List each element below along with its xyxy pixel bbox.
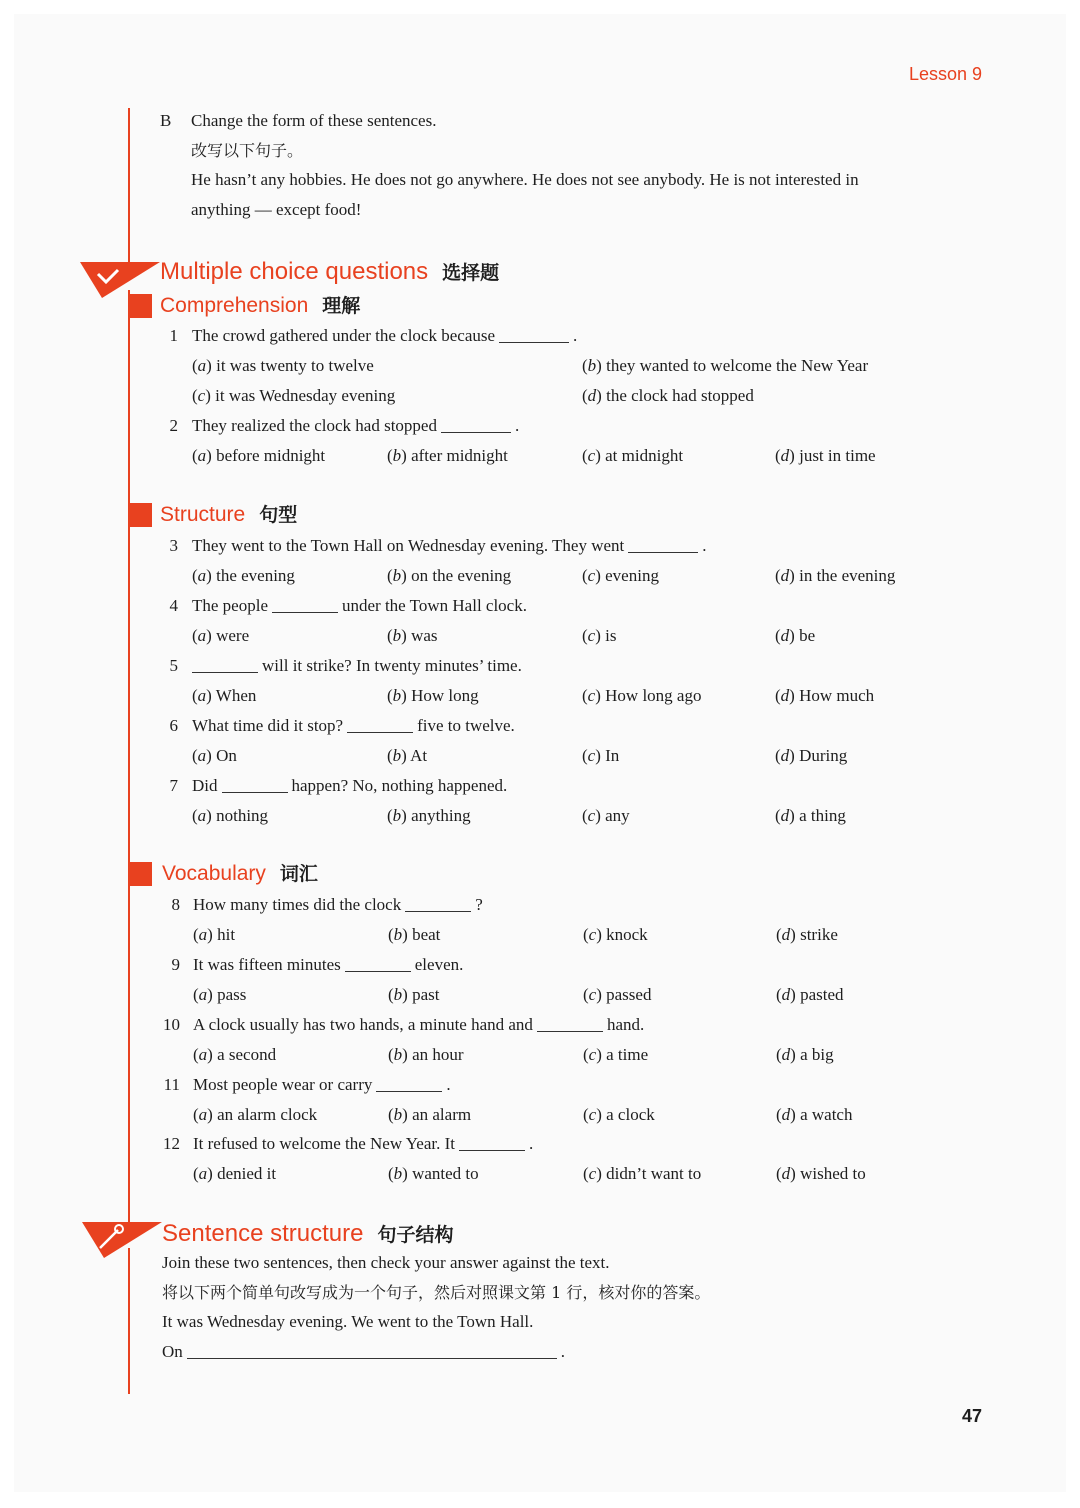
option-a: (a) were [192,626,250,645]
option-c: (c) In [582,746,620,765]
option-d: (d) pasted [776,985,844,1004]
question-number: 3 [169,536,178,555]
mcq-heading [160,257,499,288]
question-10-options [0,1044,1080,1066]
option-c: (c) passed [583,985,652,1004]
structure-heading [160,502,297,528]
question-10 [0,1014,1080,1036]
question-number: 10 [163,1015,180,1034]
question-number: 5 [169,656,178,675]
option-b: (b) an alarm [388,1105,472,1124]
option-b: (b) anything [387,806,471,825]
structure-title: Structure [160,503,246,526]
answer-blank [376,1091,442,1092]
option-b: (b) beat [388,925,441,944]
question-number: 1 [169,326,178,345]
option-d: (d) strike [776,925,838,944]
question-8 [0,894,1080,916]
question-1-options-row1 [0,355,1080,377]
option-c: (c) How long ago [582,686,702,705]
option-a: (a) On [192,746,237,765]
vocabulary-title-cn: 词汇 [279,863,318,885]
wrench-badge-icon [82,1220,162,1260]
answer-blank [628,552,698,553]
part-b-text-line2: anything — except food! [191,200,362,219]
sentence-structure-instruction: Join these two sentences, then check your answer against the text. [162,1253,610,1272]
question-number: 7 [169,776,178,795]
option-c: (c) didn’t want to [583,1164,702,1183]
option-a: (a) nothing [192,806,269,825]
part-b-instruction-cn: 改写以下句子。 [191,141,304,160]
question-2 [0,415,1080,437]
sentence-structure-title: Sentence structure [162,1220,364,1247]
option-b: (b) wanted to [388,1164,479,1183]
sentence-structure-heading [162,1219,453,1250]
option-d: (d) just in time [775,446,876,465]
option-d: (d) wished to [776,1164,866,1183]
question-1-options-row2 [0,385,1080,407]
comprehension-title-cn: 理解 [322,295,361,317]
question-11 [0,1074,1080,1096]
option-c: (c) at midnight [582,446,684,465]
mcq-title-cn: 选择题 [442,262,500,284]
question-stem: The people under the Town Hall clock. [192,596,527,615]
answer-prefix: On [162,1342,183,1361]
part-b-text-line1: He hasn’t any hobbies. He does not go anywhere. He does not see anybody. He is not interested in [191,170,859,189]
option-c: (c) evening [582,566,659,585]
option-a: (a) an alarm clock [193,1105,318,1124]
question-stem: A clock usually has two hands, a minute hand and hand. [193,1015,645,1034]
option-b: (b) after midnight [387,446,508,465]
question-stem: It refused to welcome the New Year. It . [193,1134,534,1153]
question-number: 9 [171,955,180,974]
question-stem: What time did it stop? five to twelve. [192,716,515,735]
question-3-options [0,565,1080,587]
question-6-options [0,745,1080,767]
option-d: (d) the clock had stopped [582,386,754,405]
option-a: (a) the evening [192,566,295,585]
question-9 [0,954,1080,976]
mcq-title: Multiple choice questions [160,258,429,285]
option-b: (b) At [387,746,428,765]
question-number: 11 [163,1075,180,1094]
option-d: (d) During [775,746,848,765]
option-d: (d) a big [776,1045,834,1064]
question-1 [0,325,1080,347]
answer-blank [345,971,411,972]
sentence-structure-instruction-cn: 将以下两个简单句改写成为一个句子，然后对照课文第 1 行，核对你的答案。 [162,1283,711,1302]
vocabulary-title: Vocabulary [162,862,266,885]
stem-text: The crowd gathered under the clock because [192,326,496,345]
option-c: (c) a clock [583,1105,655,1124]
option-a: (a) When [192,686,257,705]
stem-end: . [573,326,578,345]
answer-blank [441,432,511,433]
option-b: (b) an hour [388,1045,464,1064]
question-number: 4 [169,596,178,615]
question-stem: How many times did the clock ? [193,895,483,914]
answer-blank [272,612,338,613]
question-number: 8 [171,895,180,914]
page-number: 47 [962,1406,983,1426]
structure-title-cn: 句型 [259,504,298,526]
option-a: (a) it was twenty to twelve [192,356,374,375]
answer-blank [537,1031,603,1032]
answer-blank [459,1150,525,1151]
option-a: (a) a second [193,1045,277,1064]
question-stem: They realized the clock had stopped . [192,416,520,435]
vocabulary-bar [130,862,152,886]
option-b: (b) they wanted to welcome the New Year [582,356,869,375]
margin-rule-top [128,108,130,268]
option-c: (c) it was Wednesday evening [192,386,396,405]
sentence-structure-sentences: It was Wednesday evening. We went to the Town Hall. [162,1312,534,1331]
question-8-options [0,924,1080,946]
question-stem: Most people wear or carry . [193,1075,451,1094]
question-stem: It was fifteen minutes eleven. [193,955,464,974]
question-4-options [0,625,1080,647]
question-12 [0,1133,1080,1155]
answer-blank [347,732,413,733]
answer-blank [499,342,569,343]
option-d: (d) be [775,626,816,645]
question-11-options [0,1104,1080,1126]
question-stem: Did happen? No, nothing happened. [192,776,508,795]
option-c: (c) is [582,626,617,645]
question-5 [0,655,1080,677]
option-a: (a) denied it [193,1164,277,1183]
part-b-instruction: Change the form of these sentences. [191,111,437,130]
margin-rule-bottom [128,1248,130,1394]
question-7-options [0,805,1080,827]
question-2-options [0,445,1080,467]
comprehension-title: Comprehension [160,294,309,317]
question-stem [192,325,577,347]
option-a: (a) before midnight [192,446,326,465]
question-number: 12 [163,1134,180,1153]
question-stem: will it strike? In twenty minutes’ time. [192,655,522,677]
structure-bar [130,503,152,527]
option-b: (b) on the evening [387,566,512,585]
part-b-letter: B [160,111,172,130]
option-a: (a) hit [193,925,236,944]
question-3 [0,535,1080,557]
option-d: (d) in the evening [775,566,896,585]
answer-blank [222,792,288,793]
question-9-options [0,984,1080,1006]
option-d: (d) a watch [776,1105,853,1124]
option-b: (b) How long [387,686,479,705]
question-number: 6 [169,716,178,735]
question-stem: They went to the Town Hall on Wednesday evening. They went . [192,536,707,555]
question-number: 2 [169,416,178,435]
question-4 [0,595,1080,617]
option-d: (d) How much [775,686,875,705]
answer-end: . [560,1342,566,1361]
question-5-options [0,685,1080,707]
comprehension-heading [160,293,360,319]
question-6 [0,715,1080,737]
option-b: (b) past [388,985,440,1004]
question-12-options [0,1163,1080,1185]
option-a: (a) pass [193,985,247,1004]
option-c: (c) knock [583,925,648,944]
option-d: (d) a thing [775,806,846,825]
option-b: (b) was [387,626,438,645]
answer-blank [187,1358,557,1359]
vocabulary-heading [162,861,318,887]
comprehension-bar [130,294,152,318]
answer-line [162,1341,565,1363]
answer-blank [192,672,258,673]
option-c: (c) a time [583,1045,649,1064]
question-7 [0,775,1080,797]
lesson-label: Lesson 9 [909,64,983,84]
sentence-structure-title-cn: 句子结构 [377,1224,454,1246]
answer-blank [405,911,471,912]
option-c: (c) any [582,806,630,825]
